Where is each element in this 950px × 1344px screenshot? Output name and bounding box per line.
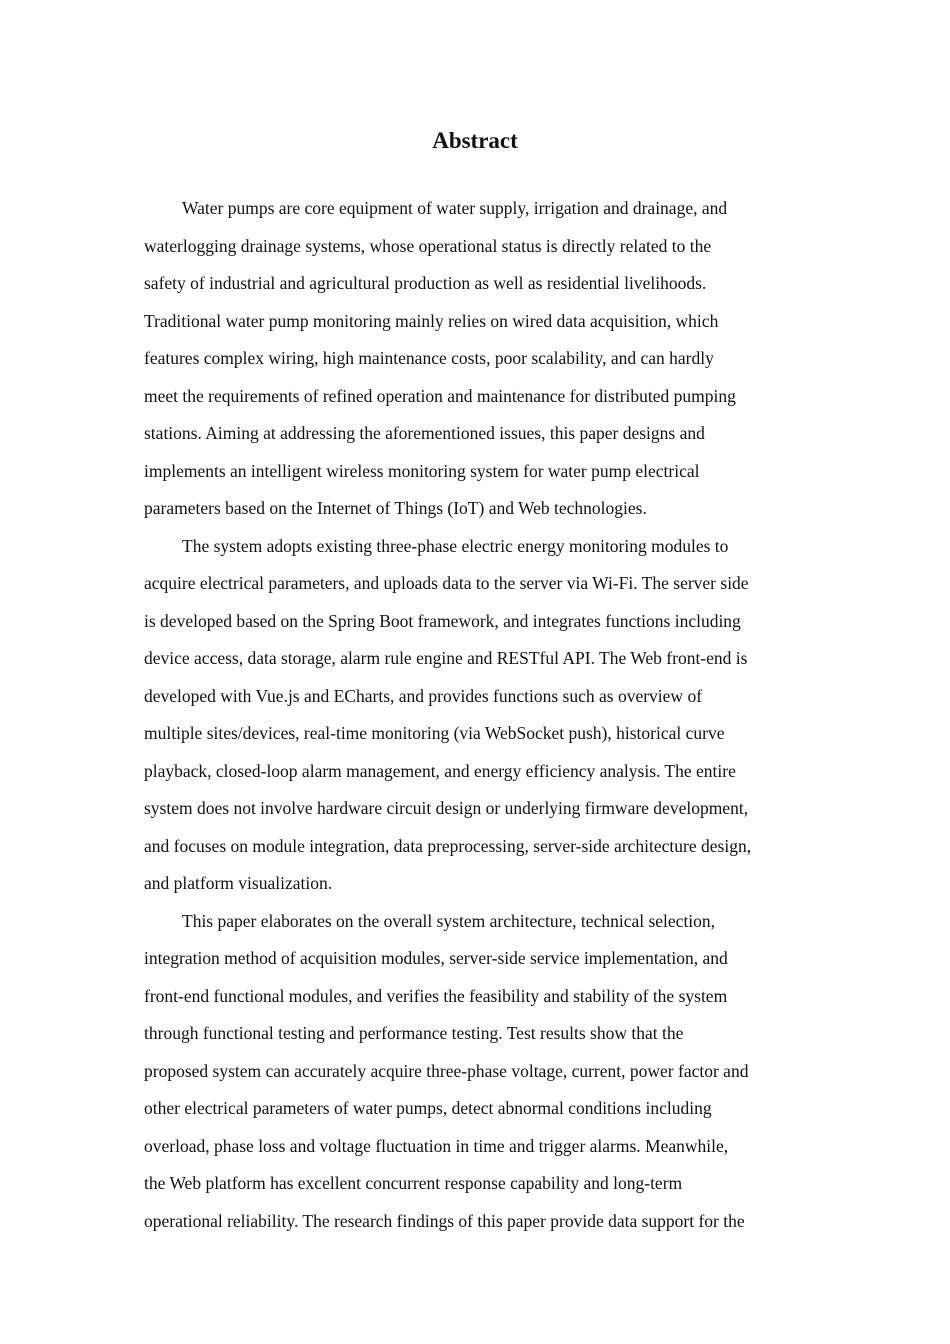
- paragraph-3: [144, 903, 812, 1241]
- text-line: the Web platform has excellent concurrent response capability and long-term: [144, 1173, 683, 1193]
- text-line: overload, phase loss and voltage fluctuation in time and trigger alarms. Meanwhile,: [144, 1135, 729, 1156]
- text-line: system does not involve hardware circuit design or underlying firmware development,: [144, 798, 749, 818]
- text-line: front-end functional modules, and verifies the feasibility and stability of the system: [144, 985, 728, 1006]
- text-line: is developed based on the Spring Boot framework, and integrates functions including: [144, 610, 741, 631]
- text-line: device access, data storage, alarm rule engine and RESTful API. The Web front-end is: [144, 648, 748, 668]
- abstract-body: [144, 190, 812, 1240]
- text-line: Traditional water pump monitoring mainly relies on wired data acquisition, which: [144, 310, 719, 331]
- text-line: The system adopts existing three-phase electric energy monitoring modules to: [182, 535, 729, 556]
- text-line: safety of industrial and agricultural production as well as residential livelihoods.: [144, 273, 707, 293]
- text-line: operational reliability. The research findings of this paper provide data support for the: [144, 1210, 745, 1231]
- text-line: acquire electrical parameters, and uploads data to the server via Wi-Fi. The server side: [144, 573, 749, 593]
- text-line: meet the requirements of refined operation and maintenance for distributed pumping: [144, 385, 736, 406]
- paragraph-1: [144, 190, 812, 528]
- text-line: multiple sites/devices, real-time monitoring (via WebSocket push), historical curve: [144, 723, 725, 743]
- text-line: This paper elaborates on the overall system architecture, technical selection,: [182, 910, 716, 931]
- text-line: waterlogging drainage systems, whose operational status is directly related to the: [144, 235, 712, 256]
- page-title: Abstract: [432, 128, 518, 153]
- text-line: other electrical parameters of water pumps, detect abnormal conditions including: [144, 1098, 712, 1118]
- text-line: Water pumps are core equipment of water supply, irrigation and drainage, and: [182, 198, 728, 218]
- text-line: proposed system can accurately acquire three-phase voltage, current, power factor and: [144, 1060, 749, 1081]
- text-line: playback, closed-loop alarm management, and energy efficiency analysis. The entire: [144, 760, 736, 781]
- text-line: implements an intelligent wireless monitoring system for water pump electrical: [144, 460, 700, 481]
- text-line: parameters based on the Internet of Things (IoT) and Web technologies.: [144, 498, 647, 518]
- paragraph-2: [144, 528, 812, 903]
- text-line: features complex wiring, high maintenance costs, poor scalability, and can hardly: [144, 348, 714, 368]
- text-line: and platform visualization.: [144, 873, 333, 893]
- text-line: and focuses on module integration, data preprocessing, server-side architecture design,: [144, 835, 752, 856]
- text-line: integration method of acquisition modules, server-side service implementation, and: [144, 948, 728, 968]
- text-line: through functional testing and performance testing. Test results show that the: [144, 1023, 684, 1043]
- text-line: stations. Aiming at addressing the aforementioned issues, this paper designs and: [144, 423, 705, 443]
- text-line: developed with Vue.js and ECharts, and provides functions such as overview of: [144, 685, 703, 706]
